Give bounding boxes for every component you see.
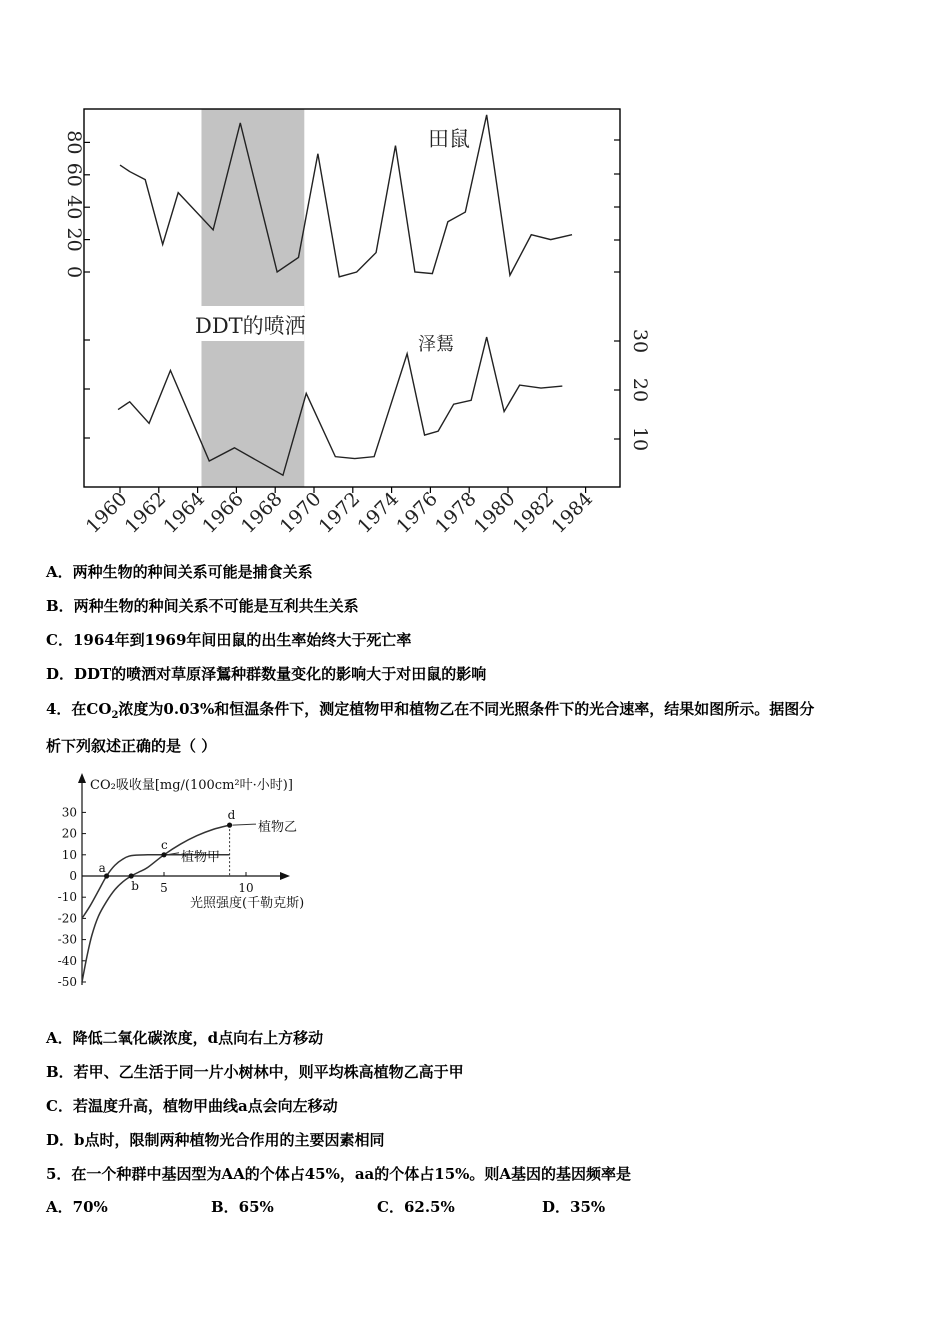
q5-option-c: C．62.5% [377,1198,455,1216]
x-tick-label: 1970 [275,487,326,538]
y-axis-arrow-icon [78,773,86,783]
x-tick-label: 1976 [392,487,442,538]
q5-stem: 5．在一个种群中基因型为AA的个体占45%，aa的个体占15%。则A基因的基因频率是 [46,1165,632,1183]
x-tick-label: 10 [238,881,254,895]
x-tick-label: 1962 [120,487,171,538]
series-label-vole: 田鼠 [428,127,470,151]
y-axis-title: CO₂吸收量[mg/(100cm²叶·小时)] [90,778,293,793]
y-tick-label: -30 [57,932,77,947]
q4-stem-line2: 析下列叙述正确的是（ ） [46,737,217,755]
series-label-harrier: 泽鵟 [418,334,454,355]
q5-option-a: A．70% [46,1198,108,1216]
ddt-shaded-region [201,109,304,487]
series-line-vole [120,115,572,277]
q4-stem-prefix: 4．在CO [46,700,112,718]
q4-option-c: C．若温度升高，植物甲曲线a点会向左移动 [46,1097,338,1115]
point-label: c [161,837,168,852]
x-tick-label: 1982 [508,487,559,538]
x-tick-label: 1966 [198,487,248,538]
series-label-plant-b: 植物乙 [258,820,298,835]
q5-option-d: D．35% [542,1198,606,1216]
x-tick-label: 1980 [469,487,520,538]
plot-frame [84,109,620,487]
shaded-label: DDT的喷洒 [195,314,306,338]
series-label-plant-a: 植物甲 [181,850,221,865]
population-chart [0,0,950,560]
q4-option-b: B．若甲、乙生活于同一片小树林中，则平均株高植物乙高于甲 [46,1063,464,1081]
q4-option-a: A．降低二氧化碳浓度，d点向右上方移动 [46,1029,324,1047]
q3-option-b: B．两种生物的种间关系不可能是互利共生关系 [46,597,359,615]
point-label: b [131,879,139,893]
y-tick-label-left: 60 [63,162,85,187]
leader-plant-b [233,824,256,825]
y-tick-label: 10 [61,847,77,862]
y-tick-label-left: 80 [63,130,85,155]
x-tick-label: 1974 [353,487,404,538]
q5-option-b: B．65% [211,1198,274,1216]
x-tick-label: 1984 [547,487,598,538]
y-tick-label-left: 40 [63,195,85,220]
point-marker [227,823,232,828]
x-tick-label: 1964 [159,487,210,538]
y-tick-label-left: 20 [63,227,85,252]
q3-option-c: C．1964年到1969年间田鼠的出生率始终大于死亡率 [46,631,412,649]
photosynthesis-chart [30,765,390,1005]
point-marker [129,873,134,878]
y-tick-label: 20 [61,826,77,841]
series-line-harrier [118,337,562,475]
y-tick-label-right: 10 [629,426,651,452]
y-tick-label: 30 [61,805,77,820]
q3-option-a: A．两种生物的种间关系可能是捕食关系 [46,563,313,581]
q5-options [46,1196,846,1218]
point-label: d [227,808,236,823]
y-tick-label-right: 30 [629,328,651,354]
x-tick-label: 1960 [81,487,132,538]
point-marker [161,852,166,857]
q4-stem-sub: 2 [111,710,119,721]
x-tick-label: 1972 [314,487,365,538]
x-tick-label: 1968 [236,487,287,538]
x-tick-label: 1978 [430,487,481,538]
x-axis-title: 光照强度(千勒克斯) [190,896,305,911]
y-tick-label: 0 [69,869,77,883]
y-tick-label: -40 [57,953,77,968]
q4-stem [46,698,814,721]
point-label: a [98,861,106,875]
x-tick-label: 5 [160,881,168,895]
q4-stem-suffix: 浓度为0.03%和恒温条件下，测定植物甲和植物乙在不同光照条件下的光合速率，结果如图所示。据图分 [118,700,815,718]
y-tick-label-right: 20 [629,377,651,403]
q4-option-d: D．b点时，限制两种植物光合作用的主要因素相同 [46,1131,385,1149]
y-tick-label: -10 [57,890,77,905]
y-tick-label: -20 [57,911,77,926]
y-tick-label: -50 [57,975,77,989]
y-tick-label-left: 0 [63,265,85,279]
x-axis-arrow-icon [280,872,290,880]
q3-option-d: D．DDT的喷洒对草原泽鵟种群数量变化的影响大于对田鼠的影响 [46,665,487,683]
